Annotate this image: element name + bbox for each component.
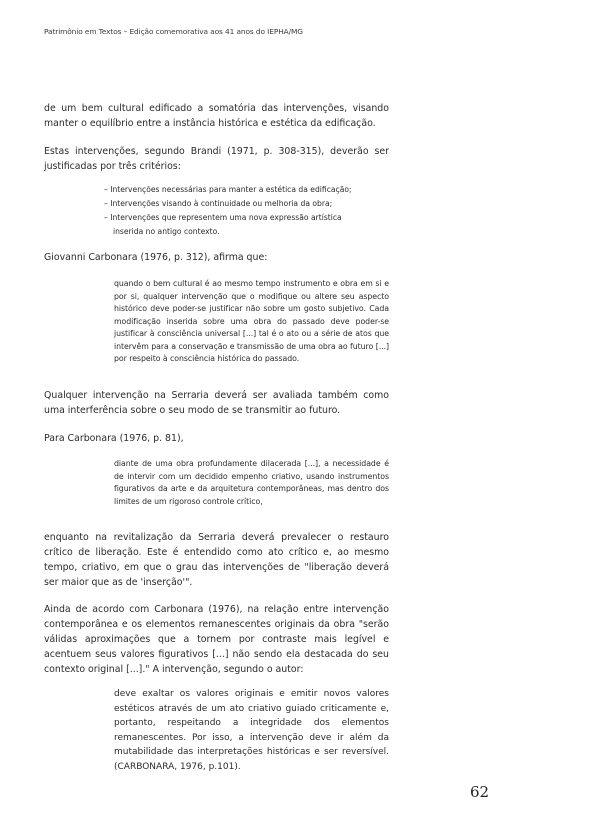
criterion-3-continuation: inserida no antigo contexto. xyxy=(113,227,220,236)
block-quote-1: quando o bem cultural é ao mesmo tempo instrumento e obra em si e por si, qualquer intervenção que o modifique ou altere seu aspecto histórico deve poder-se justificar não sobre um gosto subjetivo. Cada modificação inserida sobre uma obra do passado deve poder-se justificar à consciência universal [...] tal é o ato ou a série de atos que intervêm para a conservação e transmissão de uma obra ao futuro [...] por respeito à consciência histórica do passado. xyxy=(114,279,389,363)
paragraph-serraria: Qualquer intervenção na Serraria deverá ser avaliada também como uma interferência sobre o seu modo de se transmitir ao futuro. xyxy=(44,390,389,416)
paragraph-ainda: Ainda de acordo com Carbonara (1976), na relação entre intervenção contemporânea e os elementos remanescentes originais da obra "serão válidas aproximações que a tornem por contraste mais legível e acentuem seus valores figurativos [...] não sendo ela destacada do seu contexto original [...]." A intervenção, segundo o autor: xyxy=(44,604,389,675)
criterion-2: – Intervenções visando à continuidade ou melhoria da obra; xyxy=(104,199,333,208)
criterion-1: – Intervenções necessárias para manter a estética da edificação; xyxy=(104,185,352,194)
criterion-3: – Intervenções que representem uma nova expressão artística xyxy=(104,213,342,222)
paragraph-revitalizacao: enquanto na revitalização da Serraria deverá prevalecer o restauro crítico de liberação. Este é entendido como ato crítico e, ao mesmo tempo, criativo, em que o grau das intervenções de "liberação deverá ser maior que as de 'inserção'". xyxy=(44,532,389,588)
criteria-list xyxy=(104,183,390,239)
paragraph-carbonara-81: Para Carbonara (1976, p. 81), xyxy=(44,433,184,444)
paragraph-intro-continuation: de um bem cultural edificado a somatória das intervenções, visando manter o equilíbrio entre a instância histórica e estética da edificação. xyxy=(44,103,389,129)
block-quote-3: deve exaltar os valores originais e emitir novos valores estéticos através de um ato criativo guiado criticamente e, portanto, respeitando a integridade dos elementos remanescentes. Por isso, a intervenção deve ir além da mutabilidade das interpretações históricas e ser reversível. (CARBONARA, 1976, p.101). xyxy=(114,689,389,772)
block-quote-2: diante de uma obra profundamente dilacerada [...], a necessidade é de intervir com um decidido empenho criativo, usando instrumentos figurativos da arte e da arquitetura contemporâneas, mas dentro dos limites de um rigoroso controle crítico, xyxy=(114,459,389,506)
paragraph-carbonara-intro: Giovanni Carbonara (1976, p. 312), afirma que: xyxy=(44,252,268,263)
running-header: Patrimônio em Textos – Edição comemorativa aos 41 anos do IEPHA/MG xyxy=(44,27,303,36)
page-number: 62 xyxy=(470,783,490,801)
paragraph-brandi: Estas intervenções, segundo Brandi (1971, p. 308-315), deverão ser justificadas por três critérios: xyxy=(44,146,389,172)
